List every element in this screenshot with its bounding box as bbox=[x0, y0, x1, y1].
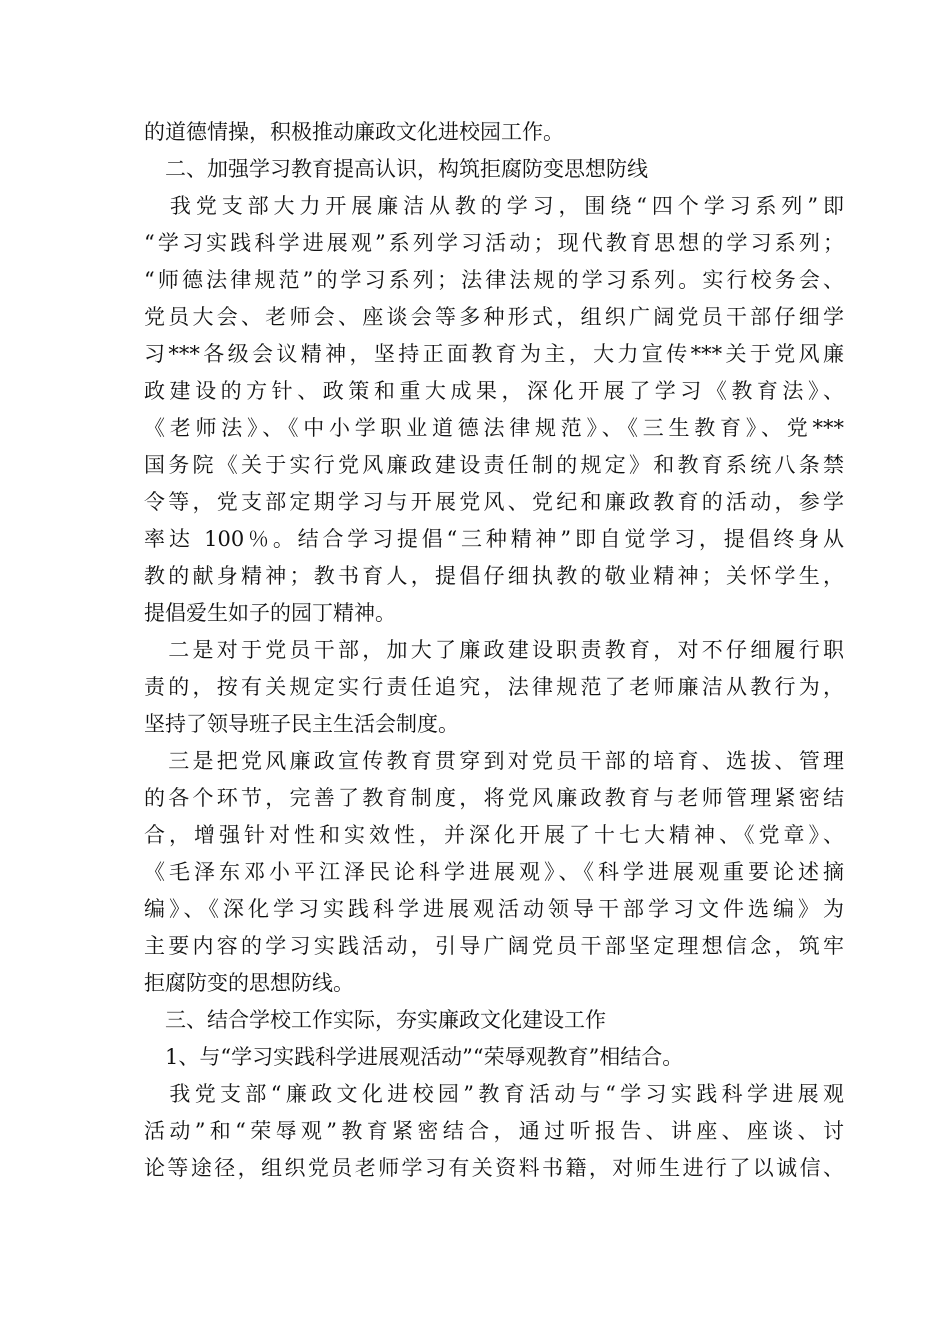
text-line: 习***各级会议精神，坚持正面教育为主，大力宣传***关于党风廉 bbox=[144, 342, 844, 366]
text-line: “学习实践科学进展观”系列学习活动；现代教育思想的学习系列； bbox=[144, 231, 844, 255]
text-line: 三是把党风廉政宣传教育贯穿到对党员干部的培育、选拔、管理 bbox=[144, 749, 844, 773]
text-line: 主要内容的学习实践活动，引导广阔党员干部坚定理想信念，筑牢 bbox=[144, 934, 844, 958]
text-line: 责的，按有关规定实行责任追究，法律规范了老师廉洁从教行为， bbox=[144, 675, 844, 699]
section-heading: 三、结合学校工作实际，夯实廉政文化建设工作 bbox=[144, 1008, 606, 1032]
text-line: 的道德情操，积极推动廉政文化进校园工作。 bbox=[144, 120, 564, 144]
text-line: 提倡爱生如子的园丁精神。 bbox=[144, 601, 396, 625]
text-line: 坚持了领导班子民主生活会制度。 bbox=[144, 712, 459, 736]
text-line: 二是对于党员干部，加大了廉政建设职责教育，对不仔细履行职 bbox=[144, 638, 844, 662]
text-line: 《老师法》、《中小学职业道德法律规范》、《三生教育》、党*** bbox=[144, 416, 844, 440]
text-line: “师德法律规范”的学习系列；法律法规的学习系列。实行校务会、 bbox=[144, 268, 844, 292]
text-line: 我党支部大力开展廉洁从教的学习，围绕“四个学习系列”即 bbox=[144, 194, 844, 218]
text-line: 的各个环节，完善了教育制度，将党风廉政教育与老师管理紧密结 bbox=[144, 786, 844, 810]
document-body bbox=[144, 114, 844, 1187]
subsection-heading: 1、与“学习实践科学进展观活动”“荣辱观教育”相结合。 bbox=[144, 1045, 684, 1069]
text-line: 拒腐防变的思想防线。 bbox=[144, 971, 354, 995]
section-heading: 二、加强学习教育提高认识，构筑拒腐防变思想防线 bbox=[144, 157, 648, 181]
text-line: 国务院《关于实行党风廉政建设责任制的规定》和教育系统八条禁 bbox=[144, 453, 844, 477]
text-line: 教的献身精神；教书育人，提倡仔细执教的敬业精神；关怀学生， bbox=[144, 564, 844, 588]
text-line: 党员大会、老师会、座谈会等多种形式，组织广阔党员干部仔细学 bbox=[144, 305, 844, 329]
text-line: 令等，党支部定期学习与开展党风、党纪和廉政教育的活动，参学 bbox=[144, 490, 844, 514]
text-line: 论等途径，组织党员老师学习有关资料书籍，对师生进行了以诚信、 bbox=[144, 1156, 844, 1180]
text-line: 活动”和“荣辱观”教育紧密结合，通过听报告、讲座、座谈、讨 bbox=[144, 1119, 844, 1143]
text-line: 《毛泽东邓小平江泽民论科学进展观》、《科学进展观重要论述摘 bbox=[144, 860, 844, 884]
text-line: 率达 100％。结合学习提倡“三种精神”即自觉学习，提倡终身从 bbox=[144, 527, 844, 551]
text-line: 我党支部“廉政文化进校园”教育活动与“学习实践科学进展观 bbox=[144, 1082, 844, 1106]
text-line: 合，增强针对性和实效性，并深化开展了十七大精神、《党章》、 bbox=[144, 823, 844, 847]
text-line: 编》、《深化学习实践科学进展观活动领导干部学习文件选编》为 bbox=[144, 897, 844, 921]
text-line: 政建设的方针、政策和重大成果，深化开展了学习《教育法》、 bbox=[144, 379, 844, 403]
